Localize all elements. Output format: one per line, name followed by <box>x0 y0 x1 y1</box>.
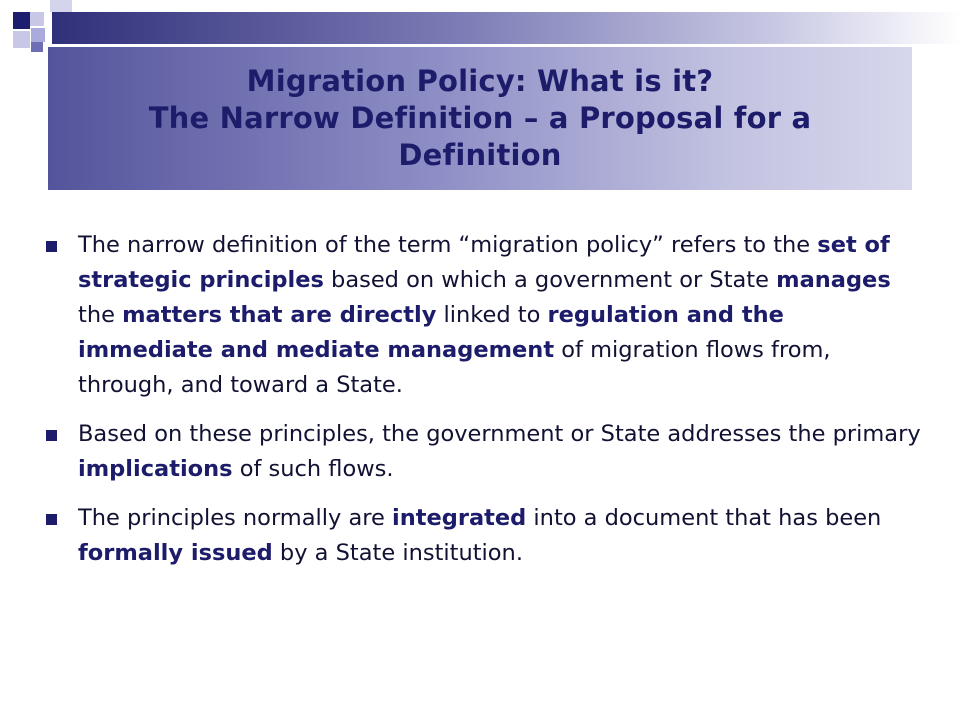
bullet-emphasis: matters that are directly <box>122 302 437 328</box>
bullet-text <box>78 232 891 398</box>
bullet-square-icon <box>46 430 57 441</box>
bullet-emphasis: regulation and the immediate and mediate management <box>78 302 784 363</box>
bullet-segment: The narrow definition of the term “migration policy” refers to the <box>78 232 818 258</box>
title-line-2: The Narrow Definition – a Proposal for a <box>148 101 812 135</box>
bullet-segment: The principles normally are <box>78 505 393 531</box>
bullet-segment: the <box>78 302 123 328</box>
bullet-segment: Based on these principles, the government or State addresses the primary <box>78 421 921 447</box>
title-line-3: Definition <box>398 138 562 172</box>
bullet-item <box>42 228 922 403</box>
title-band <box>48 47 912 190</box>
bullet-segment: by a State institution. <box>272 540 523 566</box>
slide-title <box>149 63 812 174</box>
bullet-emphasis: formally issued <box>78 540 273 566</box>
bullet-emphasis: implications <box>78 456 233 482</box>
bullet-segment: based on which a government or State <box>323 267 777 293</box>
bullet-item <box>42 501 922 571</box>
bullet-text <box>78 505 881 566</box>
bullet-segment: of such flows. <box>232 456 394 482</box>
bullet-segment: into a document that has been <box>526 505 882 531</box>
bullet-emphasis: manages <box>776 267 891 293</box>
bullet-segment: linked to <box>436 302 548 328</box>
bullet-square-icon <box>46 514 57 525</box>
bullet-segment: of migration flows from, through, and toward a State. <box>78 337 831 398</box>
bullet-item <box>42 417 922 487</box>
bullet-square-icon <box>46 241 57 252</box>
bullet-list <box>42 228 922 585</box>
bullet-emphasis: set of strategic principles <box>78 232 890 293</box>
bullet-emphasis: integrated <box>392 505 527 531</box>
bullet-text <box>78 421 921 482</box>
title-line-1: Migration Policy: What is it? <box>246 64 714 98</box>
top-gradient-strip <box>52 12 960 44</box>
